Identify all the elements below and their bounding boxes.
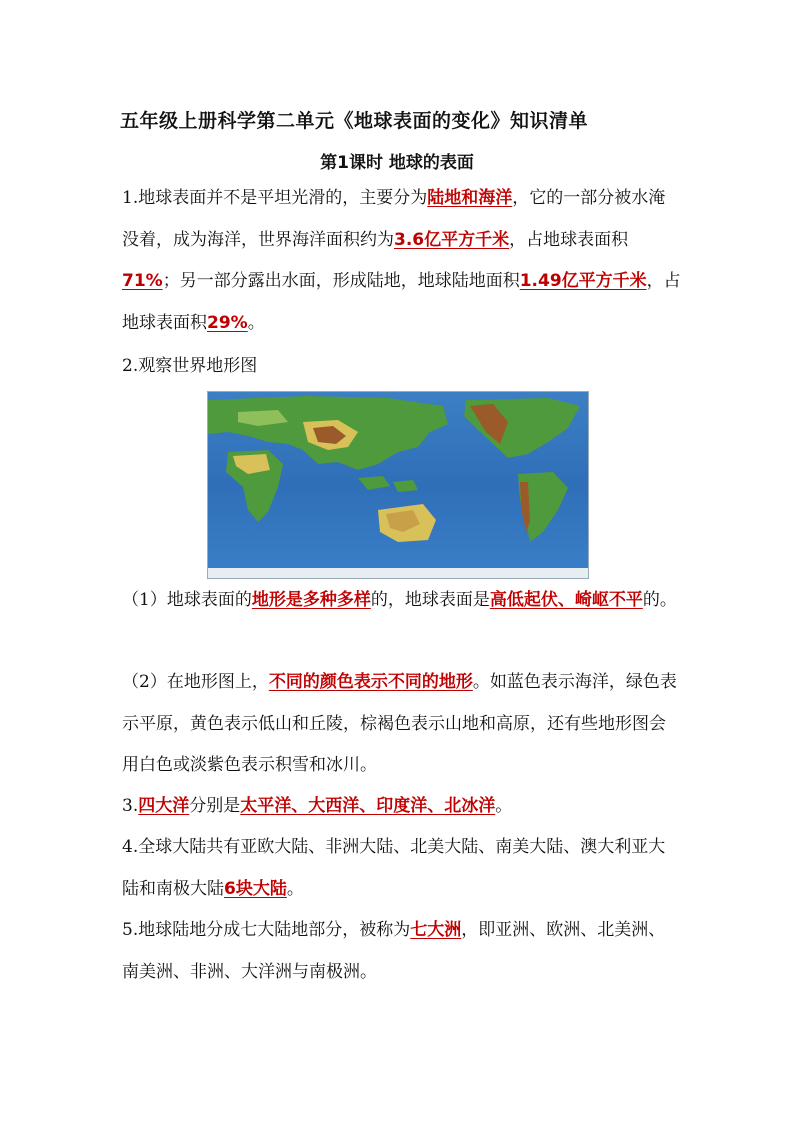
text: 。 [495,796,513,816]
highlight-seven-continents: 七大洲 [410,920,462,940]
text: 3. [122,796,139,816]
lesson-title: 第1课时 地球的表面 [320,153,474,173]
text: 。 [247,312,265,333]
paragraph-1 [122,178,682,344]
text: 分别是 [189,796,241,816]
highlight-land-percent: 29% [207,312,248,333]
highlight-uneven: 高低起伏、崎岖不平 [489,590,643,610]
highlight-six-continents: 6块大陆 [224,878,287,899]
text: 的。 [642,590,677,610]
text: 5.地球陆地分成七大陆地部分，被称为 [122,920,411,940]
world-map-image [208,392,588,578]
highlight-ocean-percent: 71% [122,271,163,291]
highlight-ocean-area: 3.6亿平方千米 [394,229,510,250]
text: （2）在地形图上， [122,672,269,692]
paragraph-3 [122,580,682,622]
highlight-colors-meaning: 不同的颜色表示不同的地形 [268,672,473,692]
paragraph-6 [122,827,682,910]
paragraph-5 [122,786,682,828]
highlight-land-ocean: 陆地和海洋 [427,188,513,208]
highlight-land-area: 1.49亿平方千米 [519,271,647,291]
text: ；另一部分露出水面，形成陆地，地球陆地面积 [162,271,520,291]
text: ，即亚洲、欧洲、北美洲、南美洲、非洲、大洋洲与南极洲。 [122,920,666,982]
paragraph-7 [122,910,682,993]
text: ，它的一部分被水淹没着，成为海洋，世界海洋面积约为 [122,188,666,250]
text: 。如蓝色表示海洋，绿色表示平原，黄色表示低山和丘陵，棕褐色表示山地和高原，还有些地形图会用白色或淡紫色表示积雪和冰川。 [122,672,677,775]
highlight-ocean-names: 太平洋、大西洋、印度洋、北冰洋 [240,796,496,816]
text: 1.地球表面并不是平坦光滑的，主要分为 [122,188,428,208]
text: 4.全球大陆共有亚欧大陆、非洲大陆、北美大陆、南美大陆、澳大利亚大陆和南极大陆 [122,837,666,899]
text: 的，地球表面是 [370,590,490,610]
world-topographic-map [207,391,589,579]
highlight-four-oceans: 四大洋 [138,796,190,816]
highlight-terrain-diverse: 地形是多种多样 [251,590,371,610]
text: 2.观察世界地形图 [122,356,258,376]
text: ，占地球表面积 [122,271,681,333]
text: （1）地球表面的 [122,590,252,610]
text: ，占地球表面积 [509,229,629,250]
page-title: 五年级上册科学第二单元《地球表面的变化》知识清单 [120,110,589,132]
paragraph-2 [122,346,682,388]
text: 。 [286,878,304,899]
paragraph-4 [122,662,682,787]
